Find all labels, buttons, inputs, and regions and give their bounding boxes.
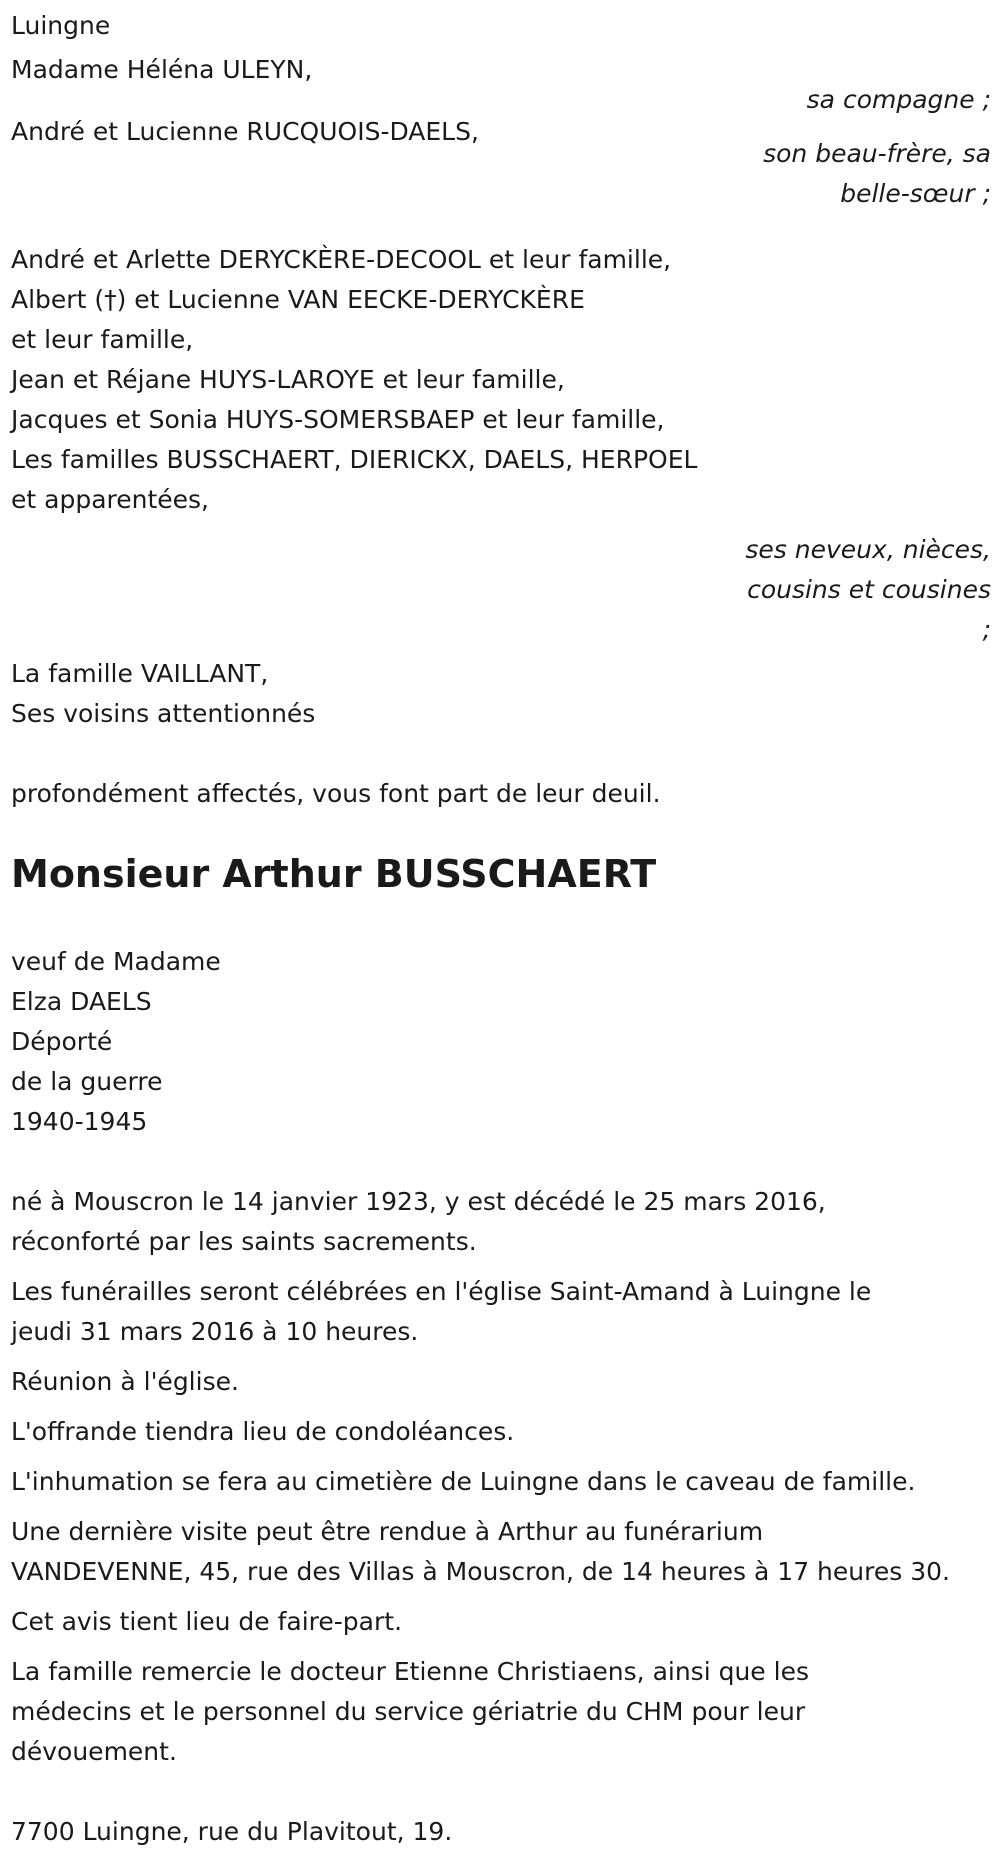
relative-line: Les familles BUSSCHAERT, DIERICKX, DAELS, HERPOEL bbox=[11, 445, 698, 474]
relative-line: André et Arlette DERYCKÈRE-DECOOL et leur famille, bbox=[11, 245, 672, 274]
in-laws-role-line: belle-sœur ; bbox=[840, 179, 991, 208]
info-paragraph-funeral bbox=[11, 1272, 991, 1352]
paragraph-line: Réunion à l'église. bbox=[11, 1367, 239, 1396]
companion-entry bbox=[11, 50, 991, 112]
in-laws-name: André et Lucienne RUCQUOIS-DAELS, bbox=[11, 117, 479, 146]
paragraph-line: Une dernière visite peut être rendue à Arthur au funérarium bbox=[11, 1517, 764, 1546]
relatives-entry bbox=[11, 240, 991, 644]
relatives-role bbox=[745, 530, 991, 650]
info-paragraph-thanks bbox=[11, 1652, 991, 1772]
relatives-role-line: ses neveux, nièces, bbox=[745, 535, 991, 564]
others-list bbox=[11, 654, 991, 734]
deceased-detail-line: Elza DAELS bbox=[11, 987, 152, 1016]
companion-role: sa compagne ; bbox=[806, 85, 991, 114]
paragraph-line: La famille remercie le docteur Etienne Christiaens, ainsi que les bbox=[11, 1657, 809, 1686]
info-paragraph-visit bbox=[11, 1512, 991, 1592]
in-laws-role-line: son beau-frère, sa bbox=[763, 139, 991, 168]
info-paragraph-meeting bbox=[11, 1362, 991, 1402]
paragraph-line: réconforté par les saints sacrements. bbox=[11, 1227, 477, 1256]
relatives-list bbox=[11, 240, 991, 520]
relative-line: et leur famille, bbox=[11, 325, 194, 354]
deceased-detail-line: de la guerre bbox=[11, 1067, 163, 1096]
address-text: 7700 Luingne, rue du Plavitout, 19. bbox=[11, 1817, 453, 1846]
info-paragraph-notice bbox=[11, 1602, 991, 1642]
relatives-role-line: ; bbox=[982, 615, 991, 644]
paragraph-line: L'offrande tiendra lieu de condoléances. bbox=[11, 1417, 515, 1446]
in-laws-role bbox=[763, 134, 991, 214]
deceased-detail-line: Déporté bbox=[11, 1027, 113, 1056]
relative-line: et apparentées, bbox=[11, 485, 209, 514]
other-line: La famille VAILLANT, bbox=[11, 659, 269, 688]
other-line: Ses voisins attentionnés bbox=[11, 699, 316, 728]
obituary-notice bbox=[11, 6, 991, 1852]
in-laws-entry bbox=[11, 112, 991, 240]
relative-line: Jean et Réjane HUYS-LAROYE et leur famille, bbox=[11, 365, 565, 394]
info-paragraph-burial bbox=[11, 1462, 991, 1502]
location-text: Luingne bbox=[11, 11, 111, 40]
deceased-detail-line: 1940-1945 bbox=[11, 1107, 148, 1136]
deceased-details bbox=[11, 942, 991, 1142]
paragraph-line: jeudi 31 mars 2016 à 10 heures. bbox=[11, 1317, 419, 1346]
info-paragraph-birth-death bbox=[11, 1182, 991, 1262]
relatives-role-line: cousins et cousines bbox=[747, 575, 991, 604]
paragraph-line: né à Mouscron le 14 janvier 1923, y est décédé le 25 mars 2016, bbox=[11, 1187, 826, 1216]
info-paragraph-offering bbox=[11, 1412, 991, 1452]
funeral-information bbox=[11, 1182, 991, 1772]
paragraph-line: VANDEVENNE, 45, rue des Villas à Mouscron, de 14 heures à 17 heures 30. bbox=[11, 1557, 950, 1586]
paragraph-line: Cet avis tient lieu de faire-part. bbox=[11, 1607, 403, 1636]
deceased-detail-line: veuf de Madame bbox=[11, 947, 221, 976]
companion-name: Madame Héléna ULEYN, bbox=[11, 55, 313, 84]
paragraph-line: Les funérailles seront célébrées en l'église Saint-Amand à Luingne le bbox=[11, 1277, 872, 1306]
relative-line: Jacques et Sonia HUYS-SOMERSBAEP et leur famille, bbox=[11, 405, 665, 434]
paragraph-line: dévouement. bbox=[11, 1737, 177, 1766]
deceased-name: Monsieur Arthur BUSSCHAERT bbox=[11, 852, 657, 896]
paragraph-line: L'inhumation se fera au cimetière de Luingne dans le caveau de famille. bbox=[11, 1467, 916, 1496]
relative-line: Albert (†) et Lucienne VAN EECKE-DERYCKÈRE bbox=[11, 285, 585, 314]
announcement-text: profondément affectés, vous font part de leur deuil. bbox=[11, 779, 661, 808]
paragraph-line: médecins et le personnel du service gériatrie du CHM pour leur bbox=[11, 1697, 806, 1726]
